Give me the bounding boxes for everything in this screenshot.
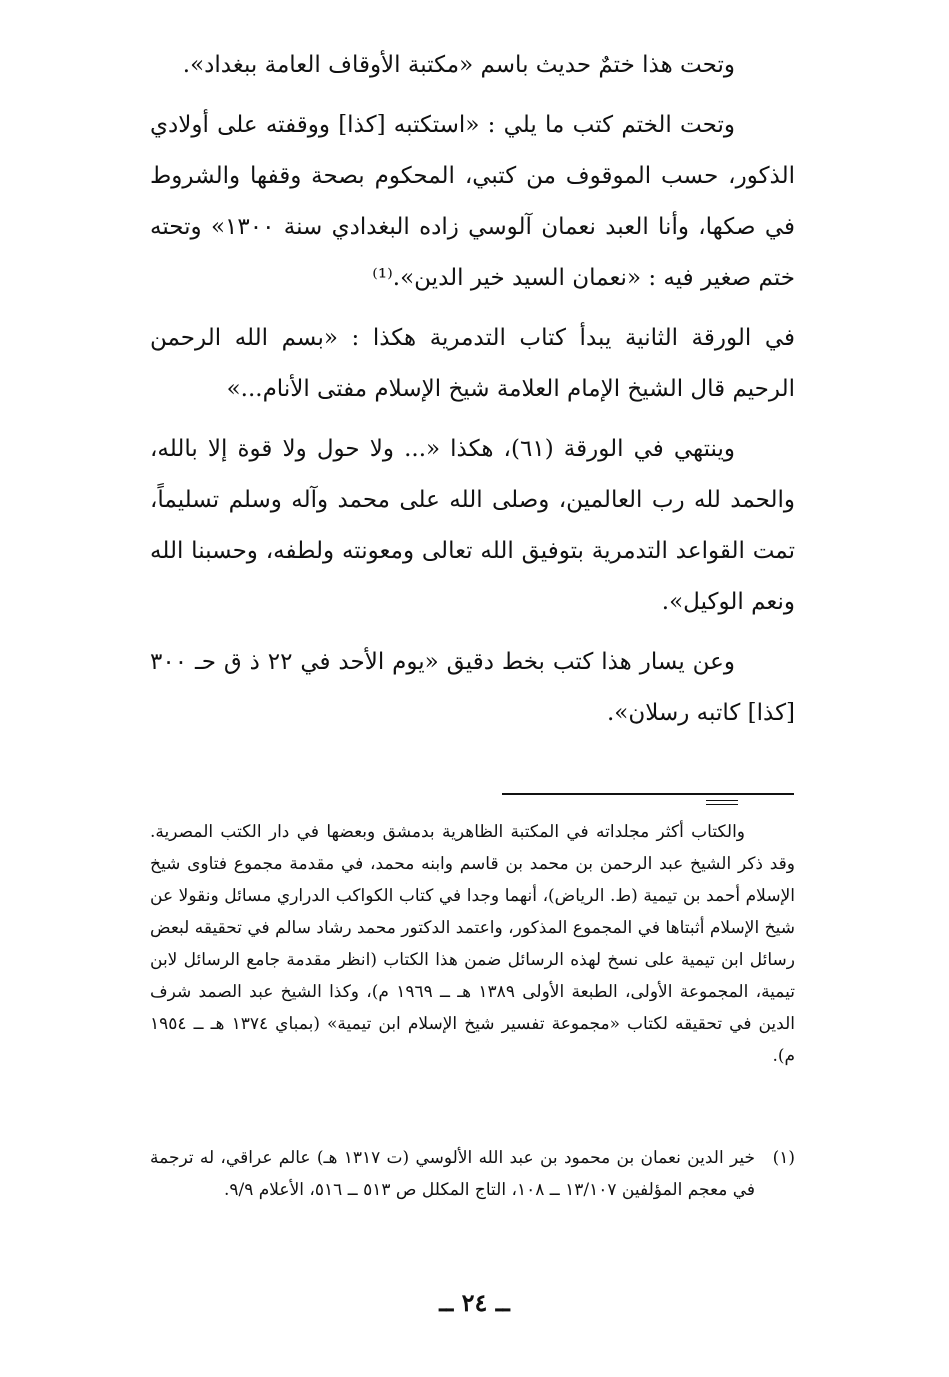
separator-line	[502, 793, 794, 795]
paragraph-endowment-text: وتحت الختم كتب ما يلي : «استكتبه [كذا] ووقفته على أولادي الذكور، حسب الموقوف من كتبي، المحكوم بصحة وقفها والشروط في صكها، وأنا العبد نعمان آلوسي زاده البغدادي سنة ١٣٠٠» وتحته ختم صغير فيه : «نعمان السيد خير الدين».⁽¹⁾	[150, 112, 795, 291]
footnote-1-number: (١)	[772, 1148, 795, 1168]
footnote-continuation-text: والكتاب أكثر مجلداته في المكتبة الظاهرية بدمشق وبعضها في دار الكتب المصرية. وقد ذكر الشيخ عبد الرحمن بن محمد بن قاسم وابنه محمد، في مقدمة مجموع فتاوى شيخ الإسلام أحمد بن تيمية (ط. الرياض)، أنهما وجدا في كتاب الكواكب الدراري مسائل ونقولا عن شيخ الإسلام أثبتاها في المجموع المذكور، واعتمد الدكتور محمد رشاد سالم في تحقيقه لبعض رسائل ابن تيمية على نسخ لهذه الرسائل ضمن هذا الكتاب (انظر مقدمة جامع الرسائل لابن تيمية، المجموعة الأولى، الطبعة الأولى ١٣٨٩ هـ ــ ١٩٦٩ م)، وكذا الشيخ عبد الصمد شرف الدين في تحقيقه لكتاب «مجموعة تفسير شيخ الإسلام ابن تيمية» (بمباي ١٣٧٤ هـ ــ ١٩٥٤ م).	[150, 822, 795, 1066]
footnote-1	[150, 1142, 795, 1206]
footnote-continuation	[150, 816, 795, 1072]
footnote-1-text: خير الدين نعمان بن محمود بن عبد الله الألوسي (ت ١٣١٧ هـ) عالم عراقي، له ترجمة في معجم المؤلفين ١٣/١٠٧ ــ ١٠٨، التاج المكلل ص ٥١٣ ــ ٥١٦، الأعلام ٩/٩.	[150, 1148, 755, 1200]
paragraph-seal-description: وتحت هذا ختمٌ حديث باسم «مكتبة الأوقاف العامة ببغداد».	[182, 52, 735, 78]
separator-double-line-bottom	[706, 804, 738, 805]
paragraph-ending-folio: وينتهي في الورقة (٦١)، هكذا «... ولا حول ولا قوة إلا بالله، والحمد لله رب العالمين، وصلى الله على محمد وآله وسلم تسليماً، تمت القواعد التدمرية بتوفيق الله تعالى ومعونته ولطفه، وحسبنا الله ونعم الوكيل».	[150, 436, 795, 615]
paragraph-left-note: وعن يسار هذا كتب بخط دقيق «يوم الأحد في ٢٢ ذ ق حـ ٣٠٠ [كذا] كاتبه رسلان».	[150, 649, 795, 726]
main-text	[150, 40, 795, 748]
separator-double-line-top	[706, 800, 738, 801]
footnote-separator	[502, 793, 794, 807]
paragraph-second-folio: في الورقة الثانية يبدأ كتاب التدمرية هكذا : «بسم الله الرحمن الرحيم قال الشيخ الإمام العلامة شيخ الإسلام مفتى الأنام...»	[150, 325, 795, 402]
page-number: ــ ٢٤ ــ	[439, 1288, 510, 1317]
